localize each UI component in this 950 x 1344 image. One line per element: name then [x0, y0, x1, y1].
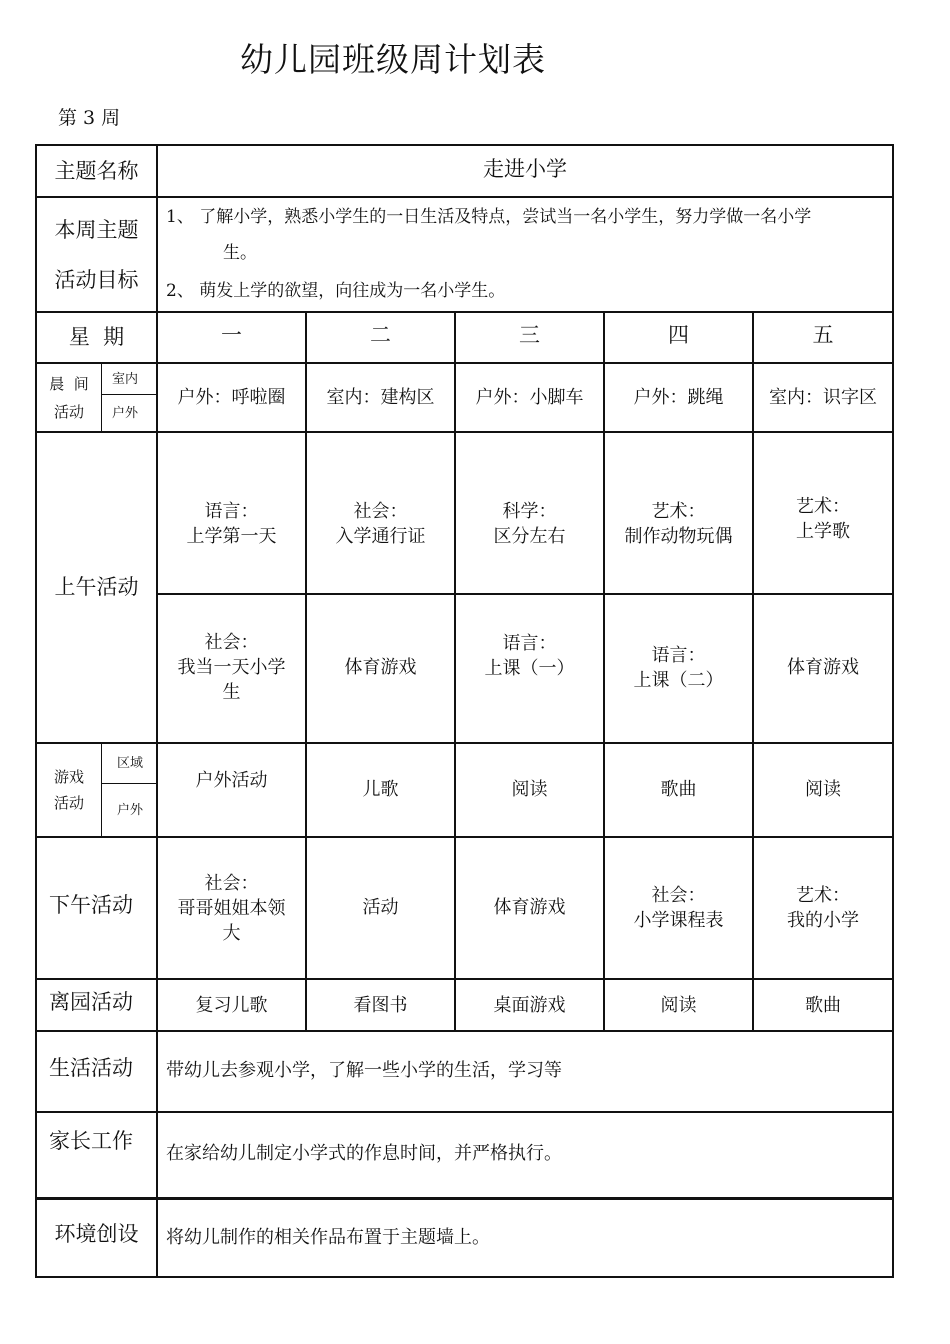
- leave-thu: 阅读: [660, 994, 697, 1016]
- environment-label: 环境创设: [54, 1221, 139, 1246]
- environment-value: 将幼儿制作的相关作品布置于主题墙上。: [166, 1226, 490, 1248]
- page-title: 幼儿园班级周计划表: [240, 40, 546, 79]
- am-row2-mon: 社会： 我当一天小学 生: [177, 632, 286, 703]
- day-header-wed: 三: [519, 323, 540, 347]
- day-header-mon: 一: [221, 323, 242, 347]
- morning-thu: 户外：跳绳: [633, 387, 724, 408]
- am-row1-fri: 艺术： 上学歌: [796, 496, 850, 542]
- am-row2-wed: 语言： 上课（一）: [484, 633, 575, 679]
- pm-thu: 社会： 小学课程表: [633, 885, 724, 931]
- am-row1-tue: 社会： 入学通行证: [335, 501, 426, 547]
- game-outdoor-label: 户外: [116, 803, 143, 818]
- weekday-label: 星 期: [68, 325, 125, 349]
- game-fri: 阅读: [805, 778, 841, 800]
- theme-value: 走进小学: [483, 156, 567, 181]
- theme-label: 主题名称: [54, 158, 139, 183]
- leave-tue: 看图书: [353, 994, 408, 1016]
- game-tue: 儿歌: [362, 778, 399, 800]
- pm-mon: 社会： 哥哥姐姐本领 大: [177, 872, 286, 944]
- morning-fri: 室内：识字区: [769, 387, 877, 408]
- pm-label: 下午活动: [49, 892, 133, 917]
- week-number: 第 3 周: [58, 107, 121, 129]
- goals-label: 本周主题 活动目标: [54, 217, 139, 292]
- day-header-thu: 四: [668, 323, 689, 347]
- goal-item-1: 1、 了解小学，熟悉小学生的一日生活及特点，尝试当一名小学生，努力学做一名小学: [166, 207, 812, 227]
- life-value: 带幼儿去参观小学，了解一些小学的生活，学习等: [166, 1059, 562, 1081]
- goal-item-1-cont: 生。: [223, 243, 257, 263]
- leave-mon: 复习儿歌: [195, 994, 268, 1016]
- leave-wed: 桌面游戏: [493, 994, 566, 1016]
- game-thu: 歌曲: [660, 778, 697, 800]
- morning-indoor-label: 室内: [111, 371, 138, 387]
- life-label: 生活活动: [49, 1055, 133, 1080]
- leave-fri: 歌曲: [805, 994, 841, 1016]
- morning-label: 晨 间 活动: [49, 374, 89, 421]
- am-row2-thu: 语言： 上课（二）: [633, 644, 724, 691]
- pm-tue: 活动: [362, 896, 399, 918]
- am-row1-mon: 语言： 上学第一天: [186, 501, 277, 547]
- am-row1-wed: 科学： 区分左右: [493, 501, 566, 547]
- game-wed: 阅读: [511, 778, 548, 800]
- day-header-fri: 五: [812, 323, 834, 347]
- parents-value: 在家给幼儿制定小学式的作息时间，并严格执行。: [166, 1142, 562, 1164]
- goal-item-2: 2、 萌发上学的欲望，向往成为一名小学生。: [166, 281, 506, 301]
- game-area-label: 区域: [116, 756, 143, 771]
- morning-outdoor-label: 户外: [111, 406, 138, 421]
- am-label: 上午活动: [54, 575, 139, 599]
- game-mon: 户外活动: [195, 769, 268, 791]
- parents-label: 家长工作: [49, 1128, 133, 1153]
- morning-mon: 户外：呼啦圈: [177, 387, 286, 408]
- am-row2-fri: 体育游戏: [787, 657, 859, 678]
- am-row2-tue: 体育游戏: [344, 657, 417, 678]
- leave-label: 离园活动: [49, 989, 133, 1014]
- morning-wed: 户外：小脚车: [475, 387, 584, 408]
- pm-wed: 体育游戏: [493, 896, 566, 918]
- game-label: 游戏 活动: [53, 768, 84, 812]
- am-row1-thu: 艺术： 制作动物玩偶: [624, 501, 733, 547]
- pm-fri: 艺术： 我的小学: [787, 885, 859, 931]
- day-header-tue: 二: [370, 323, 391, 347]
- morning-tue: 室内：建构区: [326, 387, 435, 408]
